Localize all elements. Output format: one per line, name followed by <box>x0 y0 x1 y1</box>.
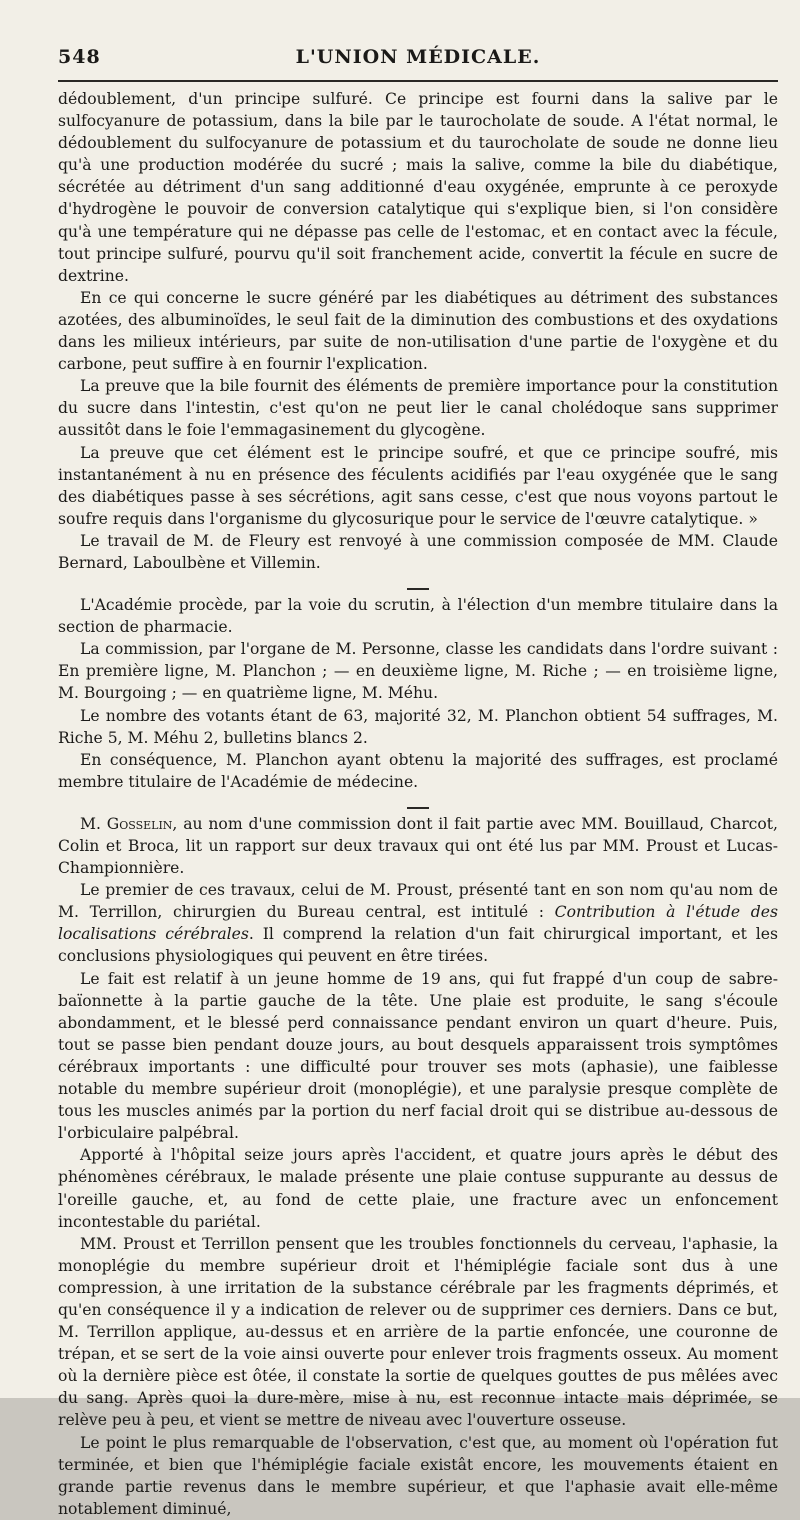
paragraph: En conséquence, M. Planchon ayant obtenu la majorité des suffrages, est proclamé membre titulaire de l'Académie de médecine. <box>58 750 778 791</box>
paragraph: L'Académie procède, par la voie du scrutin, à l'élection d'un membre titulaire dans la section de pharmacie. <box>58 596 778 637</box>
section-divider <box>407 807 429 809</box>
paragraph-text: , au nom d'une commission dont il fait partie avec MM. Bouillaud, Charcot, Colin et Broca, lit un rapport sur deux travaux qui ont été lus par MM. Proust et Lucas-Championnière. <box>58 814 778 878</box>
work-title: Contribution à l'étude des localisations cérébrales <box>58 903 778 944</box>
article-body <box>58 88 778 1520</box>
paragraph <box>58 879 778 967</box>
paragraph: Apporté à l'hôpital seize jours après l'accident, et quatre jours après le début des phénomènes cérébraux, le malade présente une plaie contuse suppurante au dessus de l'oreille gauche, et, au fond de cette plaie, une fracture avec un enfoncement incontestable du pariétal. <box>58 1146 778 1231</box>
speaker-name: M. Gosselin <box>80 814 173 833</box>
header-rule <box>58 80 778 82</box>
running-header <box>58 46 778 76</box>
paragraph: Le travail de M. de Fleury est renvoyé à une commission composée de MM. Claude Bernard, Laboulbène et Villemin. <box>58 531 778 572</box>
page-number: 548 <box>58 46 101 68</box>
paragraph <box>58 813 778 879</box>
paragraph: Le fait est relatif à un jeune homme de 19 ans, qui fut frappé d'un coup de sabre-baïonnette à la partie gauche de la tête. Une plaie est produite, le sang s'écoule abondamment, et le blessé perd connaissance pendant environ un quart d'heure. Puis, tout se passe bien pendant douze jours, au bout desquels apparaissent trois symptômes cérébraux importants : une difficulté pour trouver ses mots (aphasie), une faiblesse notable du membre supérieur droit (monoplégie), et une paralysie presque complète de tous les muscles animés par la portion du nerf facial droit qui se distribue au-dessous de l'orbiculaire palpébral. <box>58 969 778 1143</box>
paragraph-text: . Il comprend la relation d'un fait chirurgical important, et les conclusions physiologiques qui peuvent en être tirées. <box>58 925 779 966</box>
paragraph: MM. Proust et Terrillon pensent que les troubles fonctionnels du cerveau, l'aphasie, la monoplégie du membre supérieur droit et l'hémiplégie faciale sont dus à une compression, à une irritation de la substance cérébrale par les fragments déprimés, et qu'en conséquence il y a indication de relever ou de supprimer ces derniers. Dans ce but, M. Terrillon applique, au-dessus et en arrière de la partie enfoncée, une couronne de trépan, et se sert de la voie ainsi ouverte pour enlever trois fragments osseux. Au moment où la dernière pièce est ôtée, il constate la sortie de quelques gouttes de pus mêlées avec du sang. Après quoi la dure-mère, mise à nu, est reconnue intacte mais déprimée, se relève peu à peu, et vient se mettre de niveau avec l'ouverture osseuse. <box>58 1234 778 1430</box>
paragraph: En ce qui concerne le sucre généré par les diabétiques au détriment des substances azotées, des albuminoïdes, le seul fait de la diminution des combustions et des oxydations dans les milieux intérieurs, par suite de non-utilisation d'une partie de l'oxygène et du carbone, peut suffire à en fournir l'explication. <box>58 288 778 374</box>
journal-title: L'UNION MÉDICALE. <box>295 46 541 68</box>
paragraph: La preuve que cet élément est le principe soufré, et que ce principe soufré, mis instantanément à nu en présence des féculents acidifiés par l'eau oxygénée que le sang des diabétiques passe à ses sécrétions, agit sans cesse, c'est que nous voyons partout le soufre requis dans l'organisme du glycosurique pour le service de l'œuvre catalytique. » <box>58 443 778 528</box>
paragraph: Le nombre des votants étant de 63, majorité 32, M. Planchon obtient 54 suffrages, M. Riche 5, M. Méhu 2, bulletins blancs 2. <box>58 706 778 747</box>
section-divider <box>407 588 429 590</box>
paragraph: La preuve que la bile fournit des éléments de première importance pour la constitution du sucre dans l'intestin, c'est qu'on ne peut lier le canal cholédoque sans supprimer aussitôt dans le foie l'emmagasinement du glycogène. <box>58 377 778 440</box>
paragraph: Le point le plus remarquable de l'observation, c'est que, au moment où l'opération fut terminée, et bien que l'hémiplégie faciale existât encore, les mouvements étaient en grande partie revenus dans le membre supérieur, et que l'aphasie avait elle-même notablement diminué, <box>58 1433 778 1518</box>
paragraph: La commission, par l'organe de M. Personne, classe les candidats dans l'ordre suivant : En première ligne, M. Planchon ; — en deuxième ligne, M. Riche ; — en troisième ligne, M. Bourgoing ; — en quatrième ligne, M. Méhu. <box>58 640 778 703</box>
paragraph: dédoublement, d'un principe sulfuré. Ce principe est fourni dans la salive par le sulfocyanure de potassium, dans la bile par le taurocholate de soude. A l'état normal, le dédoublement du sulfocyanure de potassium et du taurocholate de soude ne donne lieu qu'à une production modérée du sucré ; mais la salive, comme la bile du diabétique, sécrétée au détriment d'un sang additionné d'eau oxygénée, emprunte à ce peroxyde d'hydrogène le pouvoir de conversion catalytique qui s'explique bien, si l'on considère qu'à une température qui ne dépasse pas celle de l'estomac, et en contact avec la fécule, tout principe sulfuré, pourvu qu'il soit franchement acide, convertit la fécule en sucre de dextrine. <box>58 90 778 285</box>
paragraph-text: Le premier de ces travaux, celui de M. Proust, présenté tant en son nom qu'au nom de M. Terrillon, chirurgien du Bureau central, est intitulé : <box>58 881 778 922</box>
